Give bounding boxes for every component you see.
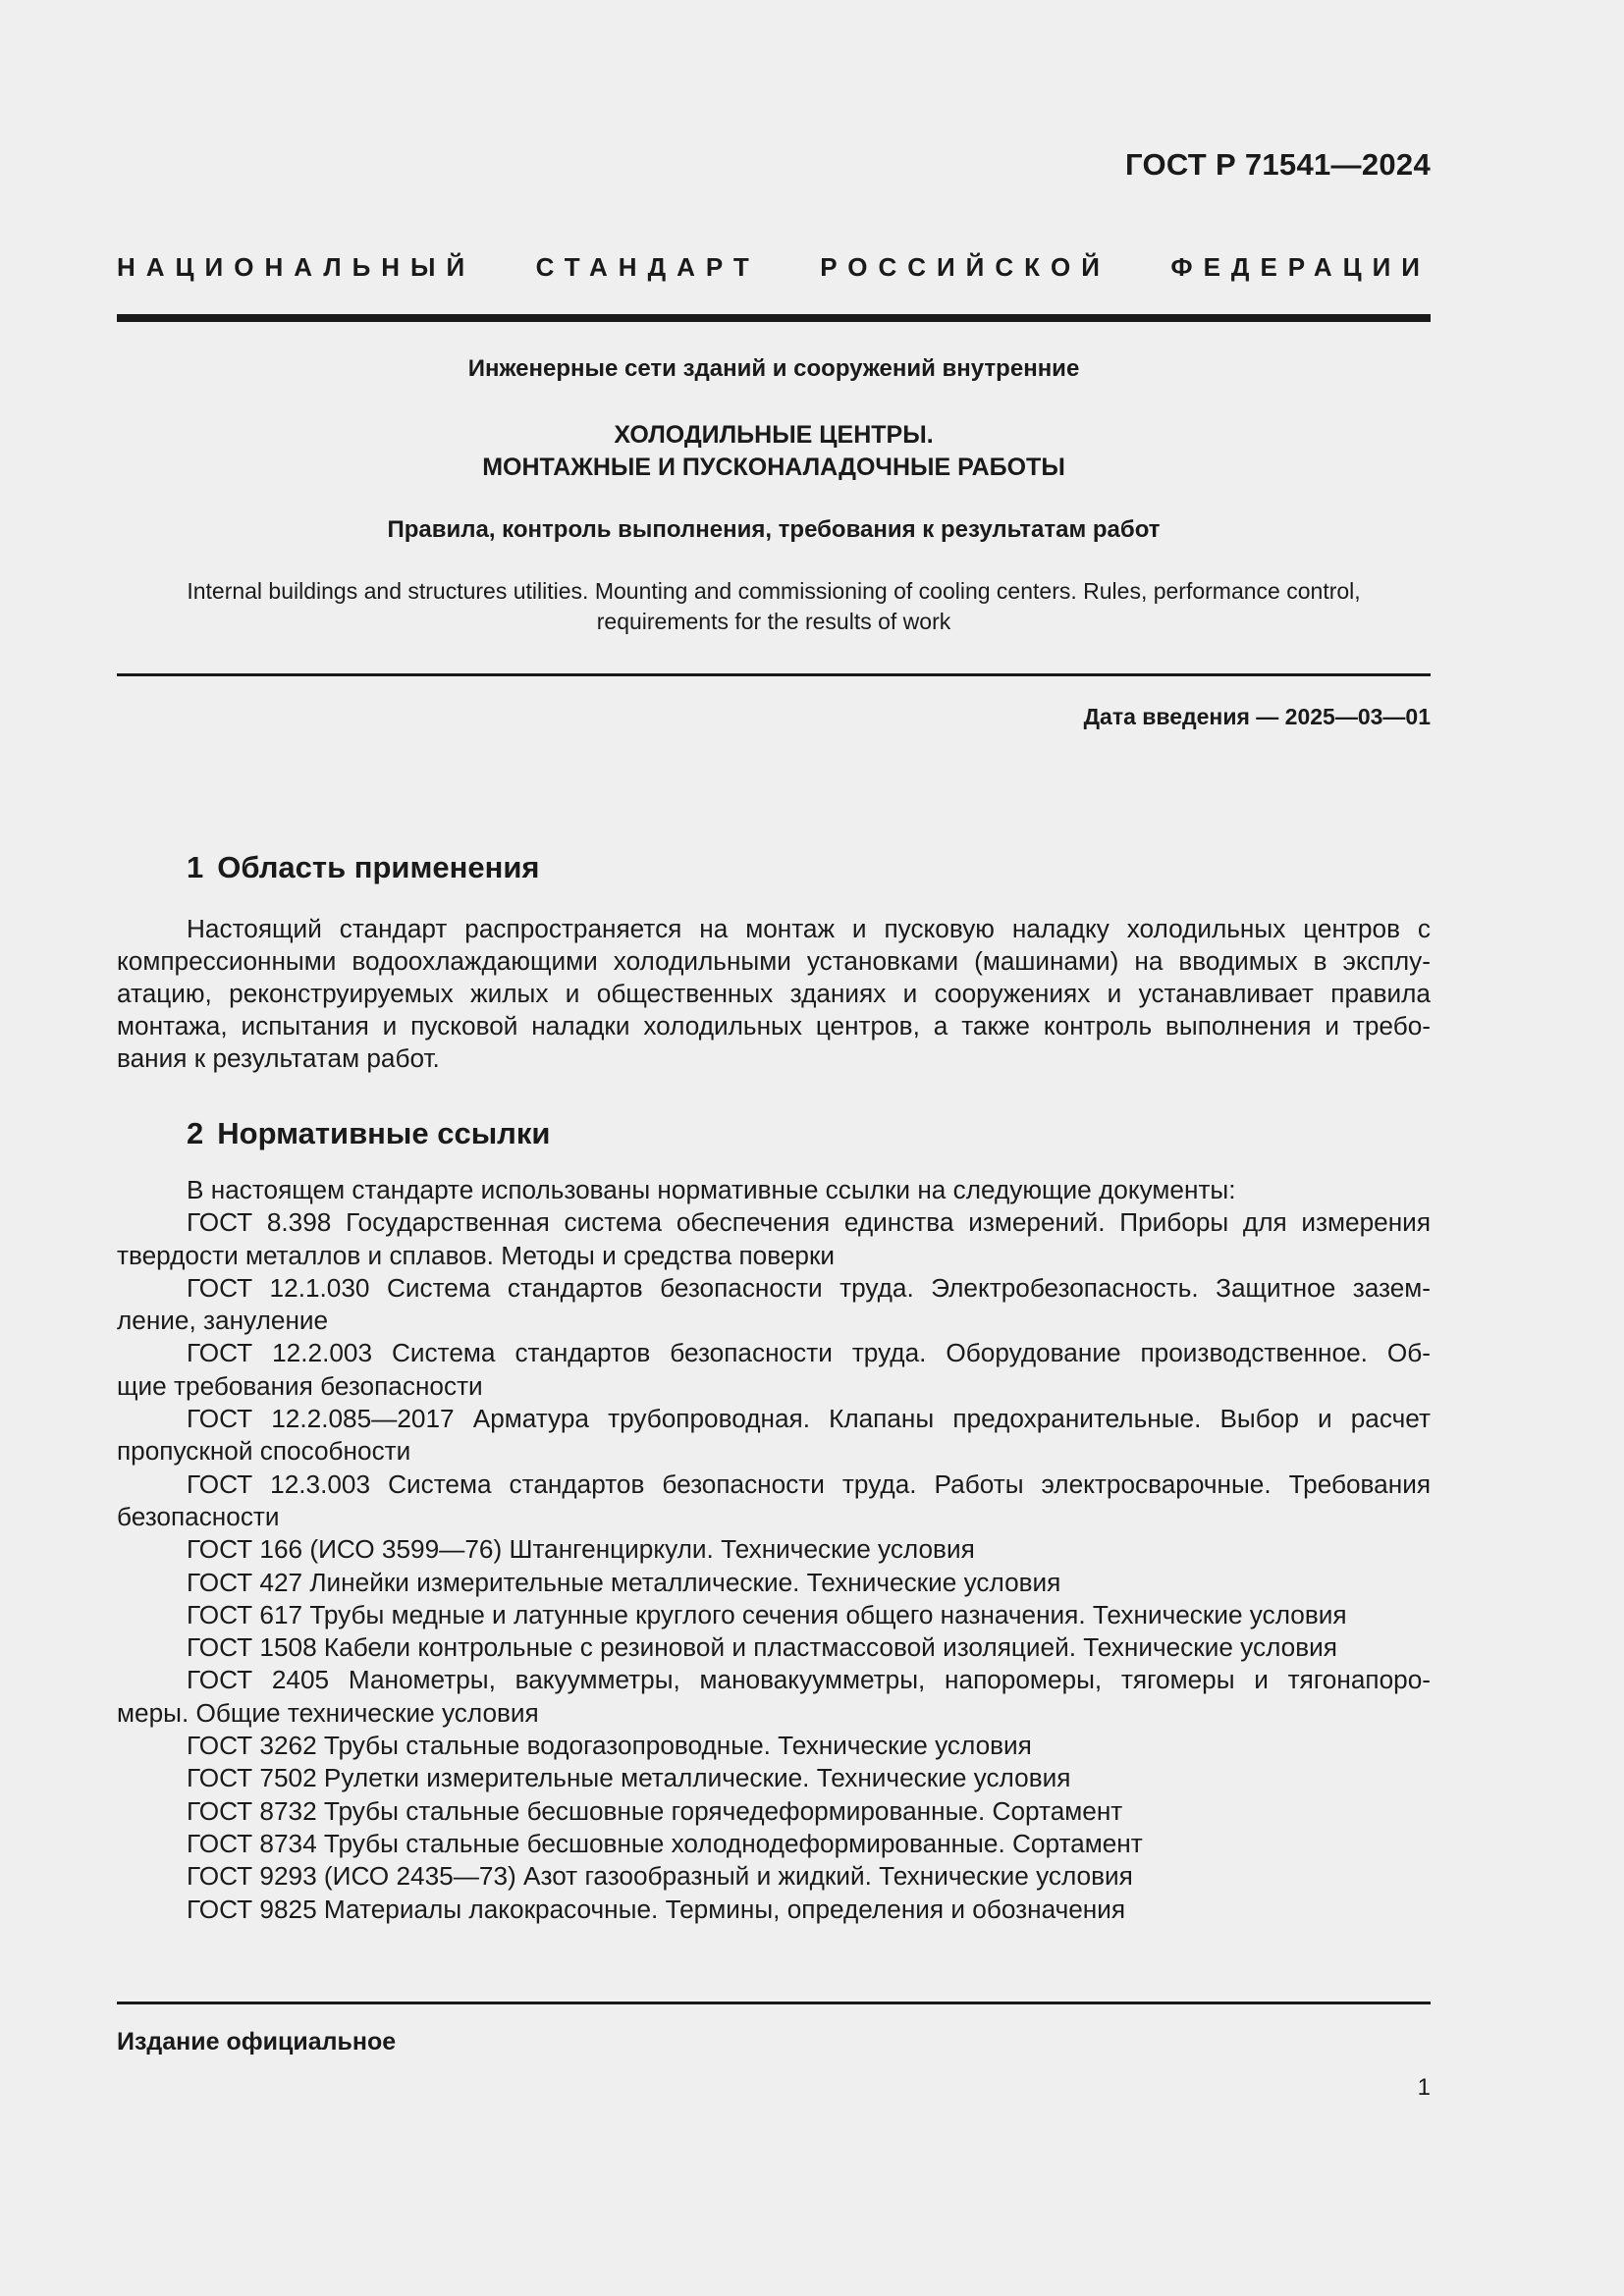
reference-entry: ГОСТ 12.1.030 Система стандартов безопасности труда. Электробезопасность. Защитное зазем- bbox=[187, 1272, 1431, 1303]
scope-paragraph bbox=[117, 913, 1431, 1075]
english-title-line: Internal buildings and structures utilities. Mounting and commissioning of cooling centers. Rules, performance control, bbox=[187, 578, 1361, 604]
paragraph-line: монтажа, испытания и пусковой наладки холодильных центров, а также контроль выполнения и требо- bbox=[117, 1011, 1431, 1041]
reference-entry: ГОСТ 1508 Кабели контрольные с резиновой и пластмассовой изоляцией. Технические условия bbox=[187, 1632, 1337, 1663]
main-title-line: МОНТАЖНЫЕ И ПУСКОНАЛАДОЧНЫЕ РАБОТЫ bbox=[482, 454, 1065, 481]
references-intro: В настоящем стандарте использованы нормативные ссылки на следующие документы: bbox=[187, 1175, 1236, 1204]
reference-entry-continuation: пропускной способности bbox=[117, 1436, 411, 1467]
document-subtitle: Правила, контроль выполнения, требования к результатам работ bbox=[387, 516, 1161, 543]
document-page bbox=[117, 0, 1431, 2296]
section-title: Область применения bbox=[217, 850, 540, 884]
document-subject: Инженерные сети зданий и сооружений внутренние bbox=[467, 355, 1080, 382]
reference-entry: ГОСТ 8734 Трубы стальные бесшовные холоднодеформированные. Сортамент bbox=[187, 1828, 1143, 1858]
paragraph-line: атацию, реконструируемых жилых и общественных зданиях и сооружениях и устанавливает правила bbox=[117, 979, 1431, 1008]
section-heading-references bbox=[187, 1116, 550, 1151]
english-title-line: requirements for the results of work bbox=[596, 609, 951, 634]
reference-entry-continuation: меры. Общие технические условия bbox=[117, 1697, 539, 1728]
paragraph-line: компрессионными водоохлаждающими холодильными установками (машинами) на вводимых в эксплу- bbox=[117, 946, 1431, 976]
reference-entry: ГОСТ 9293 (ИСО 2435—73) Азот газообразный и жидкий. Технические условия bbox=[187, 1861, 1133, 1892]
reference-entry: ГОСТ 9825 Материалы лакокрасочные. Термины, определения и обозначения bbox=[187, 1894, 1126, 1924]
national-standard-title: НАЦИОНАЛЬНЫЙ СТАНДАРТ РОССИЙСКОЙ ФЕДЕРАЦИИ bbox=[117, 252, 1431, 282]
introduction-date: Дата введения — 2025—03—01 bbox=[1083, 704, 1431, 729]
main-title-line: ХОЛОДИЛЬНЫЕ ЦЕНТРЫ. bbox=[614, 421, 934, 449]
reference-entry: ГОСТ 166 (ИСО 3599—76) Штангенциркули. Технические условия bbox=[187, 1534, 975, 1565]
title-divider bbox=[117, 673, 1431, 676]
reference-entry: ГОСТ 12.3.003 Система стандартов безопасности труда. Работы электросварочные. Требования bbox=[187, 1468, 1431, 1499]
reference-entry-continuation: твердости металлов и сплавов. Методы и средства поверки bbox=[117, 1240, 836, 1270]
reference-entry: ГОСТ 427 Линейки измерительные металлические. Технические условия bbox=[187, 1567, 1061, 1597]
reference-entry: ГОСТ 8732 Трубы стальные бесшовные горячедеформированные. Сортамент bbox=[187, 1795, 1123, 1826]
official-edition-label: Издание официальное bbox=[117, 2028, 397, 2056]
reference-entry-continuation: щие требования безопасности bbox=[117, 1370, 483, 1401]
reference-entry: ГОСТ 617 Трубы медные и латунные круглого сечения общего назначения. Технические условия bbox=[187, 1599, 1347, 1629]
reference-entry: ГОСТ 7502 Рулетки измерительные металлические. Технические условия bbox=[187, 1763, 1071, 1793]
normative-references-list bbox=[117, 1174, 1431, 1926]
reference-entry: ГОСТ 12.2.085—2017 Арматура трубопроводная. Клапаны предохранительные. Выбор и расчет bbox=[187, 1404, 1431, 1434]
reference-entry: ГОСТ 3262 Трубы стальные водогазопроводные. Технические условия bbox=[187, 1731, 1032, 1761]
paragraph-line: вания к результатам работ. bbox=[117, 1043, 440, 1073]
reference-entry: ГОСТ 2405 Манометры, вакуумметры, мановакуумметры, напоромеры, тягомеры и тягонапоро- bbox=[187, 1665, 1431, 1695]
main-title bbox=[117, 419, 1431, 484]
reference-entry: ГОСТ 12.2.003 Система стандартов безопасности труда. Оборудование производственное. Об- bbox=[187, 1338, 1431, 1368]
reference-entry-continuation: ление, зануление bbox=[117, 1306, 329, 1336]
english-title bbox=[117, 576, 1431, 637]
section-number: 1 bbox=[187, 850, 204, 884]
header-divider-thick bbox=[117, 314, 1431, 322]
section-title: Нормативные ссылки bbox=[217, 1116, 551, 1150]
section-heading-scope bbox=[187, 850, 540, 885]
reference-entry-continuation: безопасности bbox=[117, 1501, 280, 1531]
document-number: ГОСТ Р 71541—2024 bbox=[1125, 147, 1431, 182]
footer-divider bbox=[117, 2002, 1431, 2004]
page-number: 1 bbox=[1417, 2074, 1431, 2101]
reference-entry: ГОСТ 8.398 Государственная система обеспечения единства измерений. Приборы для измерения bbox=[187, 1207, 1431, 1238]
section-number: 2 bbox=[187, 1116, 204, 1150]
paragraph-line: Настоящий стандарт распространяется на монтаж и пусковую наладку холодильных центров с bbox=[187, 914, 1431, 943]
